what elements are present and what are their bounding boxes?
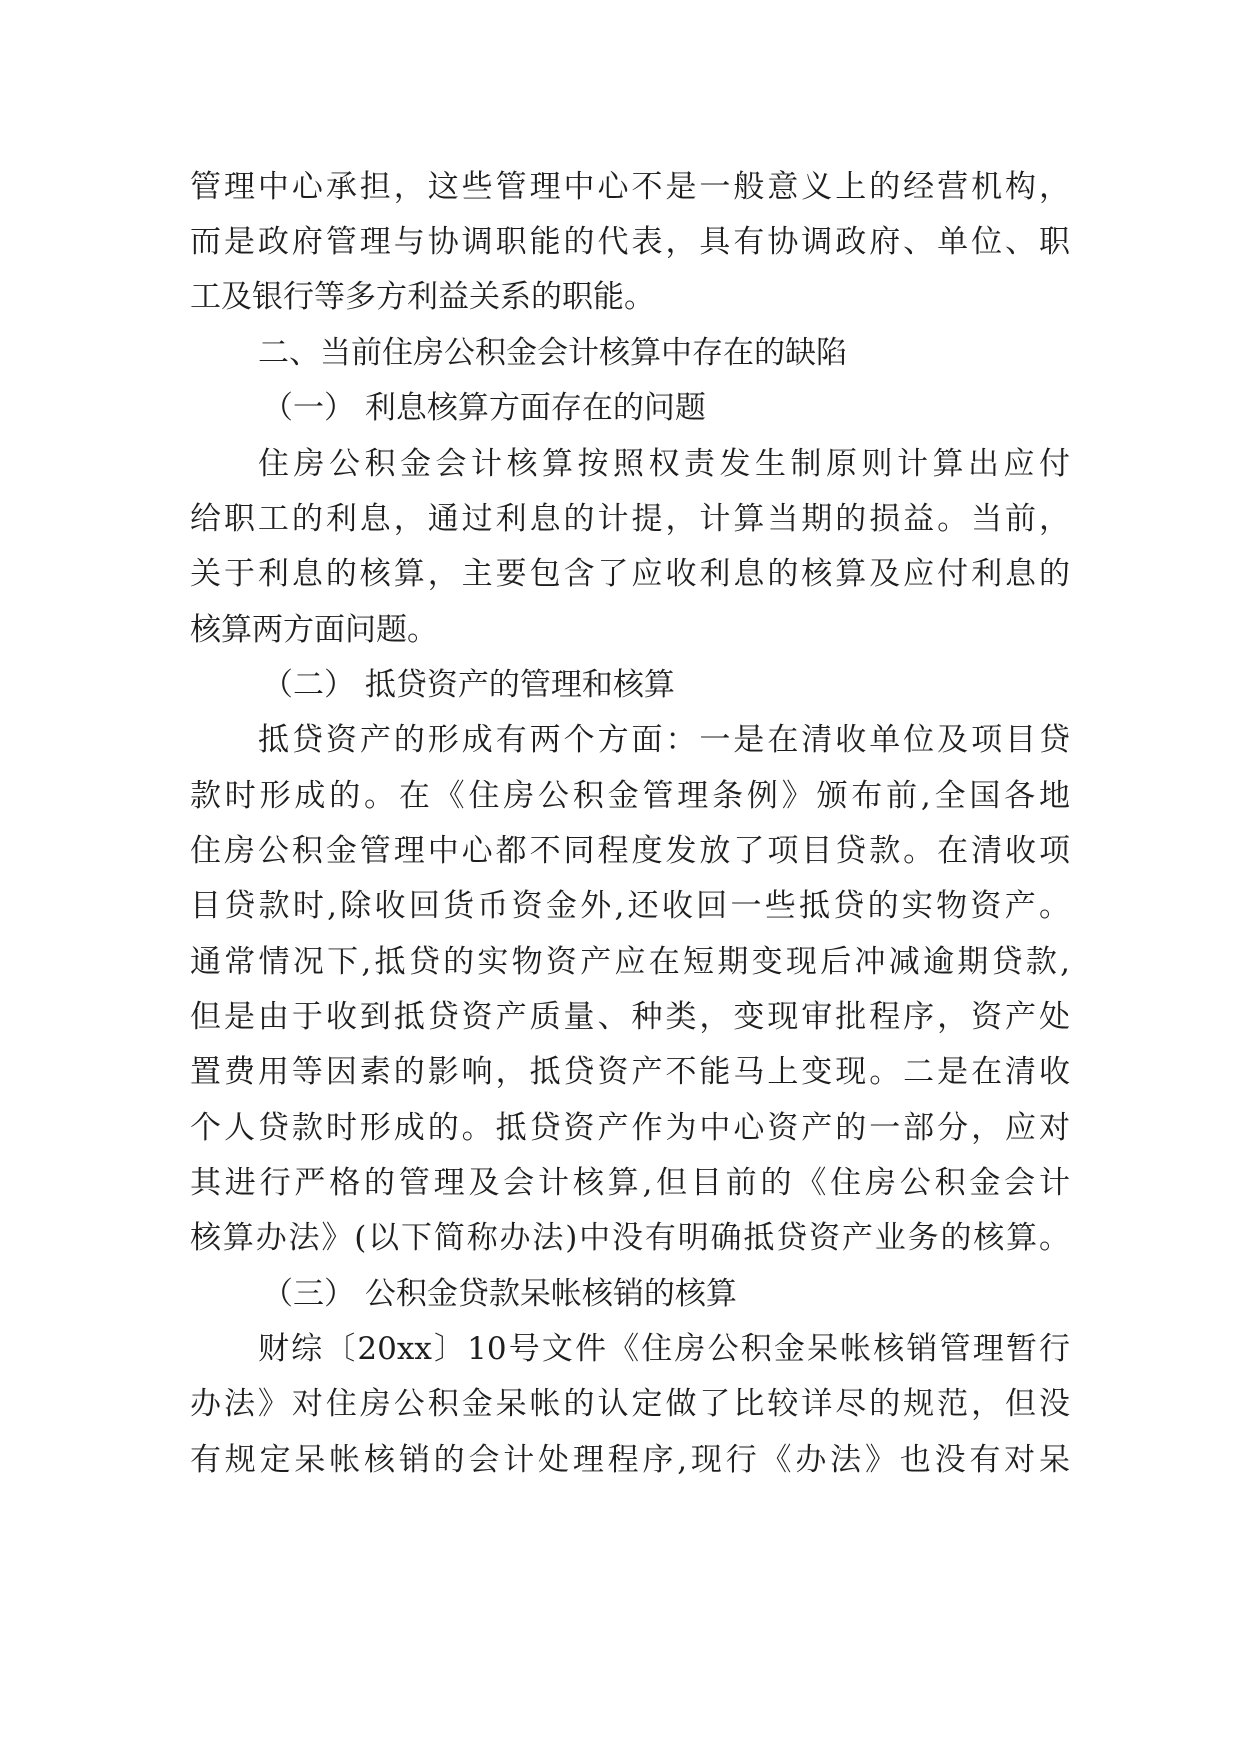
body-text-line: 而是政府管理与协调职能的代表，具有协调政府、单位、职 [190, 224, 1070, 260]
body-text-line: 款时形成的。在《住房公积金管理条例》颁布前,全国各地 [190, 778, 1070, 814]
section-heading: 二、当前住房公积金会计核算中存在的缺陷 [258, 335, 847, 371]
body-text-line: 办法》对住房公积金呆帐的认定做了比较详尽的规范，但没 [190, 1386, 1070, 1422]
body-text-line: 有规定呆帐核销的会计处理程序,现行《办法》也没有对呆 [190, 1442, 1070, 1478]
body-text-line: 核算两方面问题。 [190, 612, 438, 648]
body-text-line: 管理中心承担，这些管理中心不是一般意义上的经营机构， [190, 169, 1070, 205]
body-text-line: 工及银行等多方利益关系的职能。 [190, 279, 655, 315]
body-text-line: 核算办法》(以下简称办法)中没有明确抵贷资产业务的核算。 [190, 1220, 1070, 1256]
subsection-heading: （一） 利息核算方面存在的问题 [262, 390, 706, 426]
body-text-line: 其进行严格的管理及会计核算,但目前的《住房公积金会计 [190, 1165, 1070, 1201]
body-text-line: 置费用等因素的影响，抵贷资产不能马上变现。二是在清收 [190, 1054, 1070, 1090]
body-text-line: 住房公积金管理中心都不同程度发放了项目贷款。在清收项 [190, 833, 1070, 869]
body-text-line: 财综〔20xx〕10号文件《住房公积金呆帐核销管理暂行 [258, 1331, 1070, 1367]
body-text-line: 但是由于收到抵贷资产质量、种类，变现审批程序，资产处 [190, 999, 1070, 1035]
body-text-line: 抵贷资产的形成有两个方面：一是在清收单位及项目贷 [258, 722, 1070, 758]
body-text-line: 目贷款时,除收回货币资金外,还收回一些抵贷的实物资产。 [190, 888, 1070, 924]
subsection-heading: （二） 抵贷资产的管理和核算 [262, 667, 675, 703]
body-text-line: 住房公积金会计核算按照权责发生制原则计算出应付 [258, 446, 1070, 482]
body-text-line: 个人贷款时形成的。抵贷资产作为中心资产的一部分，应对 [190, 1110, 1070, 1146]
body-text-line: 通常情况下,抵贷的实物资产应在短期变现后冲减逾期贷款, [190, 944, 1070, 980]
body-text-line: 关于利息的核算，主要包含了应收利息的核算及应付利息的 [190, 556, 1070, 592]
subsection-heading: （三） 公积金贷款呆帐核销的核算 [262, 1276, 737, 1312]
body-text-line: 给职工的利息，通过利息的计提，计算当期的损益。当前， [190, 501, 1070, 537]
